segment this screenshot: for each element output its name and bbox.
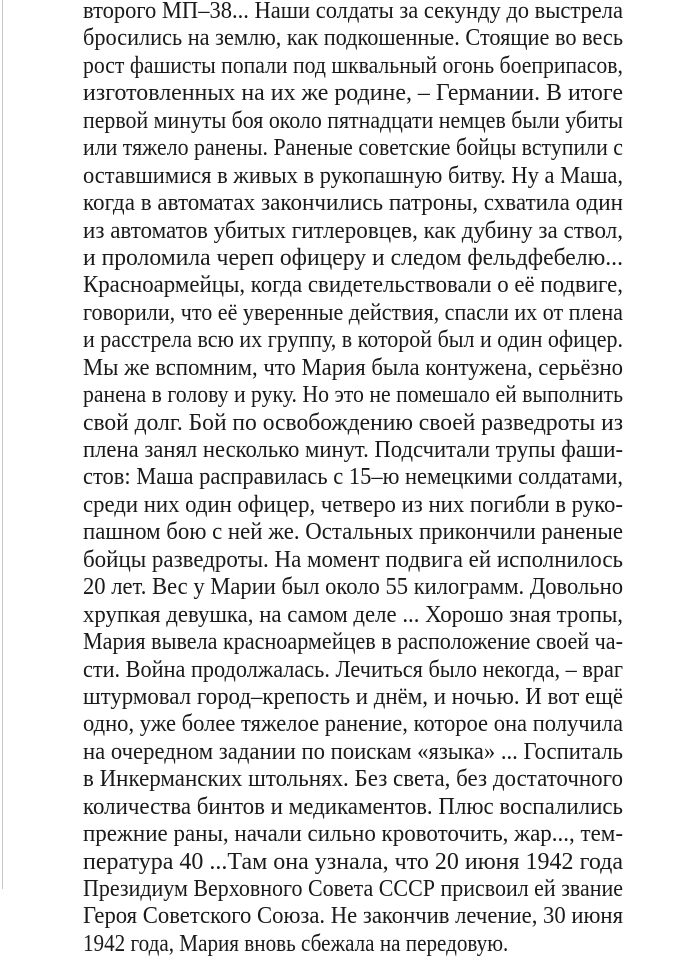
text-line: оставшимися в живых в рукопашную битву. Ну а Маша, <box>83 162 623 189</box>
text-line: ранена в голову и руку. Но это не помешало ей выполнить <box>83 382 623 409</box>
text-line: одно, уже более тяжелое ранение, которое она получила <box>83 711 623 738</box>
text-line: бойцы разведроты. На момент подвига ей исполнилось <box>83 546 623 573</box>
page-edge-divider <box>2 0 3 889</box>
text-line: и проломила череп офицеру и следом фельдфебелю... <box>83 244 623 271</box>
text-line: пература 40 ...Там она узнала, что 20 июня 1942 года <box>83 848 623 875</box>
text-line: прежние раны, начали сильно кровоточить, жар..., тем- <box>83 821 623 848</box>
document-body <box>83 0 623 958</box>
text-line: свой долг. Бой по освобождению своей разведроты из <box>83 409 623 436</box>
text-line: Президиум Верховного Совета СССР присвоил ей звание <box>83 876 623 902</box>
text-line: хрупкая девушка, на самом деле ... Хорошо зная тропы, <box>83 601 623 628</box>
text-line: 20 лет. Вес у Марии был около 55 килограмм. Довольно <box>83 574 623 601</box>
text-line: первой минуты боя около пятнадцати немцев были убиты <box>83 107 623 134</box>
text-line: стов: Маша расправилась с 15–ю немецкими солдатами, <box>83 464 623 491</box>
text-line: говорили, что её уверенные действия, спасли их от плена <box>83 299 623 326</box>
text-line: плена занял несколько минут. Подсчитали трупы фаши- <box>83 437 623 463</box>
text-line: Героя Советского Союза. Не закончив лечение, 30 июня <box>83 903 623 930</box>
text-line: Красноармейцы, когда свидетельствовали о её подвиге, <box>83 272 623 299</box>
text-line: второго МП–38... Наши солдаты за секунду до выстрела <box>83 0 623 24</box>
text-line: 1942 года, Мария вновь сбежала на передовую. <box>83 930 509 957</box>
text-line: или тяжело ранены. Раненые советские бойцы вступили с <box>83 135 623 162</box>
text-line: бросились на землю, как подкошенные. Стоящие во весь <box>83 25 623 52</box>
text-line: и расстрела всю их группу, в которой был и один офицер. <box>83 327 623 354</box>
text-line: рост фашисты попали под шквальный огонь боеприпасов, <box>83 52 623 79</box>
text-line: среди них один офицер, четверо из них погибли в руко- <box>83 491 623 518</box>
text-line: в Инкерманских штольнях. Без света, без достаточного <box>83 766 623 793</box>
text-line: Мы же вспомним, что Мария была контужена, серьёзно <box>83 354 623 381</box>
text-line: Мария вывела красноармейцев в расположение своей ча- <box>83 629 623 656</box>
text-line: пашном бою с ней же. Остальных прикончили раненые <box>83 519 623 546</box>
text-line: изготовленных на их же родине, – Германии. В итоге <box>83 80 623 107</box>
text-line: на очередном задании по поискам «языка» ... Госпиталь <box>83 738 623 765</box>
paragraph <box>83 0 623 958</box>
text-line: из автоматов убитых гитлеровцев, как дубину за ствол, <box>83 217 623 244</box>
text-line: количества бинтов и медикаментов. Плюс воспалились <box>83 793 623 820</box>
text-line: сти. Война продолжалась. Лечиться было некогда, – враг <box>83 656 623 683</box>
text-line: когда в автоматах закончились патроны, схватила один <box>83 190 623 217</box>
text-line: штурмовал город–крепость и днём, и ночью. И вот ещё <box>83 683 623 710</box>
